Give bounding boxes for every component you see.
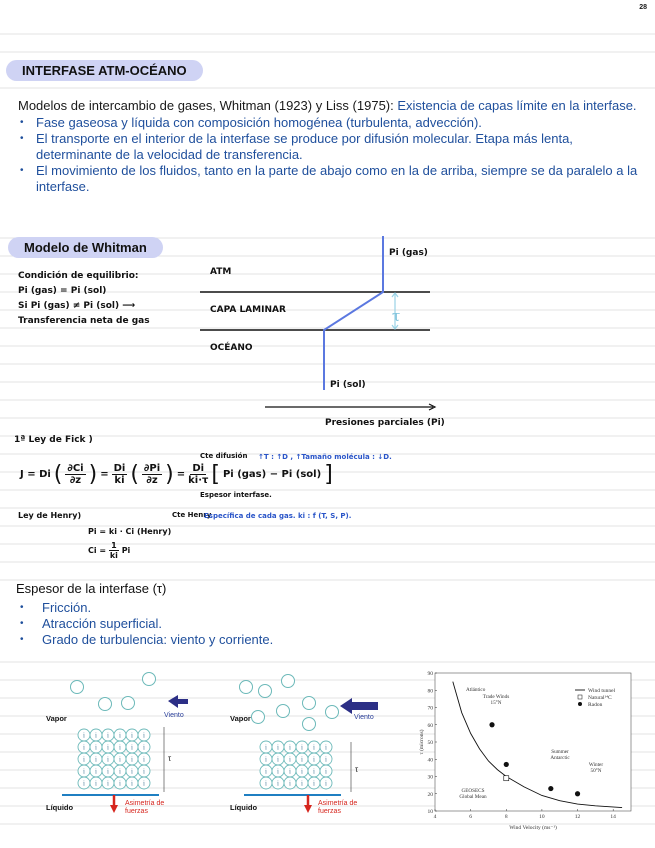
y-tick-label: 30 [427, 774, 433, 781]
fig2-tau-label: τ [355, 765, 359, 774]
x-tick-label: 14 [610, 814, 616, 820]
molecule-letter: i [277, 755, 279, 764]
molecule-letter: i [107, 731, 109, 740]
fig1-tau-label: τ [168, 754, 172, 763]
radon-point [548, 786, 553, 791]
fig1-viento-label: Viento [164, 712, 184, 719]
tau-symbol: τ [392, 307, 401, 325]
molecule-letter: i [83, 743, 85, 752]
fig1-vapor-label: Vapor [46, 714, 67, 723]
whitman-note: Condición de equilibrio: [18, 271, 139, 281]
molecule-letter: i [143, 779, 145, 788]
wind-arrow-small-icon [168, 695, 188, 708]
molecule-letter: i [325, 767, 327, 776]
y-tick-label: 40 [427, 757, 433, 764]
fig2-liquido-label: Líquido [230, 803, 258, 812]
eq-frac4-num: Di [192, 463, 205, 474]
henry-eq2 [88, 541, 130, 560]
chart-annotation: Trade Winds 15°N [482, 694, 510, 706]
radon-point [489, 722, 494, 727]
layer-atm-label: ATM [210, 267, 232, 277]
fick-title: 1ª Ley de Fick ) [14, 435, 93, 445]
molecule-letter: i [83, 779, 85, 788]
fig2-asimetria-label: Asimetría de fuerzas [318, 800, 358, 815]
pi-sol-label: Pi (sol) [330, 380, 366, 390]
chart-annotation: Atlántico [466, 687, 486, 693]
molecule-letter: i [265, 767, 267, 776]
molecule-letter: i [277, 767, 279, 776]
note-espesor: Espesor interfase. [200, 491, 272, 499]
molecule-letter: i [119, 731, 121, 740]
espesor-bullet-list [18, 600, 273, 648]
intro-bullet-list [18, 115, 638, 195]
henry-eq2-left: Ci = [88, 546, 107, 555]
fick-equation: J = Di ( $\frac{\partial Ci}{\partial z}$ ) = $\frac{Di}{ki}$ ( $\frac{\partial Pi}{\partial z}$ ) = $\frac{Di}{ki\cdot\tau}$ [ Pi (gas) − Pi (sol) ] [20, 462, 333, 487]
henry-eq1: Pi = ki · Ci (Henry) [88, 527, 172, 536]
intro-highlight: Existencia de capas límite en la interfase. [397, 98, 637, 113]
molecule-letter: i [119, 767, 121, 776]
chart-annotation: Summer Antarctic [550, 749, 570, 761]
fig1-asimetria-label: Asimetría de fuerzas [125, 800, 165, 815]
intro-block [18, 98, 638, 195]
molecule-letter: i [143, 743, 145, 752]
figure-high-wind [226, 667, 396, 819]
molecule-letter: i [143, 767, 145, 776]
molecule-letter: i [265, 779, 267, 788]
molecule-letter: i [107, 755, 109, 764]
espesor-bullet: • Fricción. [18, 600, 273, 616]
eq-equals: = [100, 469, 109, 480]
henry-title: Ley de Henry) [18, 511, 82, 520]
molecule-letter: i [277, 779, 279, 788]
molecule-letter: i [301, 755, 303, 764]
y-tick-label: 50 [427, 740, 433, 746]
molecule-letter: i [265, 743, 267, 752]
eq-frac1-den: ∂z [69, 475, 82, 486]
molecule-letter: i [143, 755, 145, 764]
pi-gas-label: Pi (gas) [389, 248, 428, 258]
y-axis-label: τ (microns) [419, 729, 425, 755]
section-title-whitman: Modelo de Whitman [8, 237, 163, 258]
whitman-notes [18, 269, 150, 329]
molecule-letter: i [325, 779, 327, 788]
molecule-letter: i [289, 779, 291, 788]
radon-point [504, 762, 509, 767]
legend-entry: Natural¹⁴C [588, 695, 612, 701]
eq-frac1-num: ∂Ci [67, 463, 84, 474]
molecule-letter: i [95, 731, 97, 740]
eq-frac2-num: Di [113, 463, 126, 474]
molecule-letter: i [313, 743, 315, 752]
y-tick-label: 90 [427, 671, 433, 677]
henry-eq2-right: Pi [121, 546, 131, 555]
eq-frac3-num: ∂Pi [143, 463, 161, 474]
molecule-letter: i [143, 731, 145, 740]
molecule-letter: i [131, 731, 133, 740]
wind-velocity-chart [418, 668, 638, 833]
y-tick-label: 80 [427, 688, 433, 695]
henry-eq2-den: ki [109, 551, 118, 560]
eq-frac2-den: ki [114, 475, 125, 486]
espesor-title: Espesor de la interfase (τ) [16, 581, 167, 596]
molecule-letter: i [313, 767, 315, 776]
chart-annotation: Winter 50°N [588, 762, 604, 774]
eq-bracket: Pi (gas) − Pi (sol) [222, 469, 322, 480]
legend-dot-icon [578, 702, 582, 706]
y-tick-label: 10 [427, 809, 433, 815]
section-title-interfase: INTERFASE ATM-OCÉANO [6, 60, 203, 81]
x-tick-label: 12 [574, 814, 581, 820]
molecule-letter: i [265, 755, 267, 764]
eq-frac4-den: ki·τ [188, 475, 209, 486]
whitman-diagram [200, 230, 450, 430]
x-tick-label: 6 [469, 814, 473, 820]
whitman-note: Si Pi (gas) ≠ Pi (sol) ⟶ [18, 301, 136, 311]
whitman-note: Pi (gas) = Pi (sol) [18, 286, 107, 296]
wind-arrow-large-icon [340, 698, 378, 714]
note-difusion-detail: ↑T : ↑D , ↑Tamaño molécula : ↓D. [258, 453, 392, 461]
molecule-letter: i [95, 779, 97, 788]
layer-capa-label: CAPA LAMINAR [210, 305, 286, 315]
intro-bullet: • El transporte en el interior de la interfase se produce por difusión molecular. Etapa más lenta, determinante de la velocidad de transferencia. [18, 131, 638, 163]
layer-oceano-label: OCÉANO [210, 343, 253, 353]
legend-square-icon [578, 695, 582, 699]
y-tick-label: 60 [427, 722, 433, 729]
henry-eq2-num: 1 [111, 541, 117, 550]
molecule-letter: i [119, 755, 121, 764]
molecule-letter: i [83, 755, 85, 764]
espesor-bullet: • Grado de turbulencia: viento y corriente. [18, 632, 273, 648]
molecule-letter: i [289, 755, 291, 764]
note-difusion: Cte difusión [200, 452, 248, 460]
molecule-letter: i [107, 743, 109, 752]
fig2-viento-label: Viento [354, 714, 374, 721]
molecule-letter: i [325, 755, 327, 764]
legend-entry: Radon [588, 702, 603, 708]
whitman-note: Transferencia neta de gas [18, 316, 150, 326]
eq-j: J = Di [20, 469, 51, 480]
pressure-profile-line [324, 236, 383, 390]
molecule-letter: i [289, 743, 291, 752]
x-axis-label: Wind Velocity (ms⁻¹) [509, 825, 557, 831]
intro-text: Modelos de intercambio de gases, Whitman (1923) y Liss (1975): [18, 98, 398, 113]
y-tick-label: 70 [427, 705, 433, 712]
molecule-letter: i [277, 743, 279, 752]
radon-point [575, 791, 580, 796]
molecule-letter: i [83, 767, 85, 776]
y-tick-label: 20 [427, 791, 433, 798]
molecule-letter: i [301, 767, 303, 776]
molecule-letter: i [301, 779, 303, 788]
molecule-letter: i [95, 755, 97, 764]
molecule-letter: i [119, 743, 121, 752]
x-tick-label: 4 [433, 814, 437, 820]
x-tick-label: 10 [539, 814, 545, 820]
x-tick-label: 8 [504, 814, 508, 820]
molecule-letter: i [131, 755, 133, 764]
legend-entry: Wind tunnel [588, 688, 616, 694]
molecule-letter: i [313, 779, 315, 788]
molecule-letter: i [325, 743, 327, 752]
intro-bullet: • El movimiento de los fluidos, tanto en la parte de abajo como en la de arriba, siempre se da paralelo a la interfase. [18, 163, 638, 195]
molecule-letter: i [313, 755, 315, 764]
eq-equals-2: = [176, 469, 186, 480]
fig1-liquido-label: Líquido [46, 803, 74, 812]
note-henry: Cte Henry [172, 511, 212, 519]
pressure-axis-label: Presiones parciales (Pi) [325, 418, 445, 428]
molecule-letter: i [107, 779, 109, 788]
molecule-letter: i [119, 779, 121, 788]
figure-low-wind [44, 667, 204, 819]
page-number: 28 [639, 4, 647, 11]
eq-frac3-den: ∂z [146, 475, 158, 486]
chart-annotation: GEOSECS Global Mean [459, 788, 487, 800]
molecule-letter: i [131, 779, 133, 788]
espesor-bullet: • Atracción superficial. [18, 616, 273, 632]
molecule-letter: i [131, 743, 133, 752]
molecule-letter: i [131, 767, 133, 776]
fig2-vapor-label: Vapor [230, 714, 251, 723]
note-henry-detail: Específica de cada gas. ki : f (T, S, P). [204, 512, 352, 520]
intro-bullet: • Fase gaseosa y líquida con composición homogénea (turbulenta, advección). [18, 115, 638, 131]
molecule-letter: i [301, 743, 303, 752]
natural-c14-point [504, 776, 509, 781]
molecule-letter: i [95, 767, 97, 776]
molecule-letter: i [95, 743, 97, 752]
molecule-letter: i [83, 731, 85, 740]
molecule-letter: i [289, 767, 291, 776]
molecule-letter: i [107, 767, 109, 776]
